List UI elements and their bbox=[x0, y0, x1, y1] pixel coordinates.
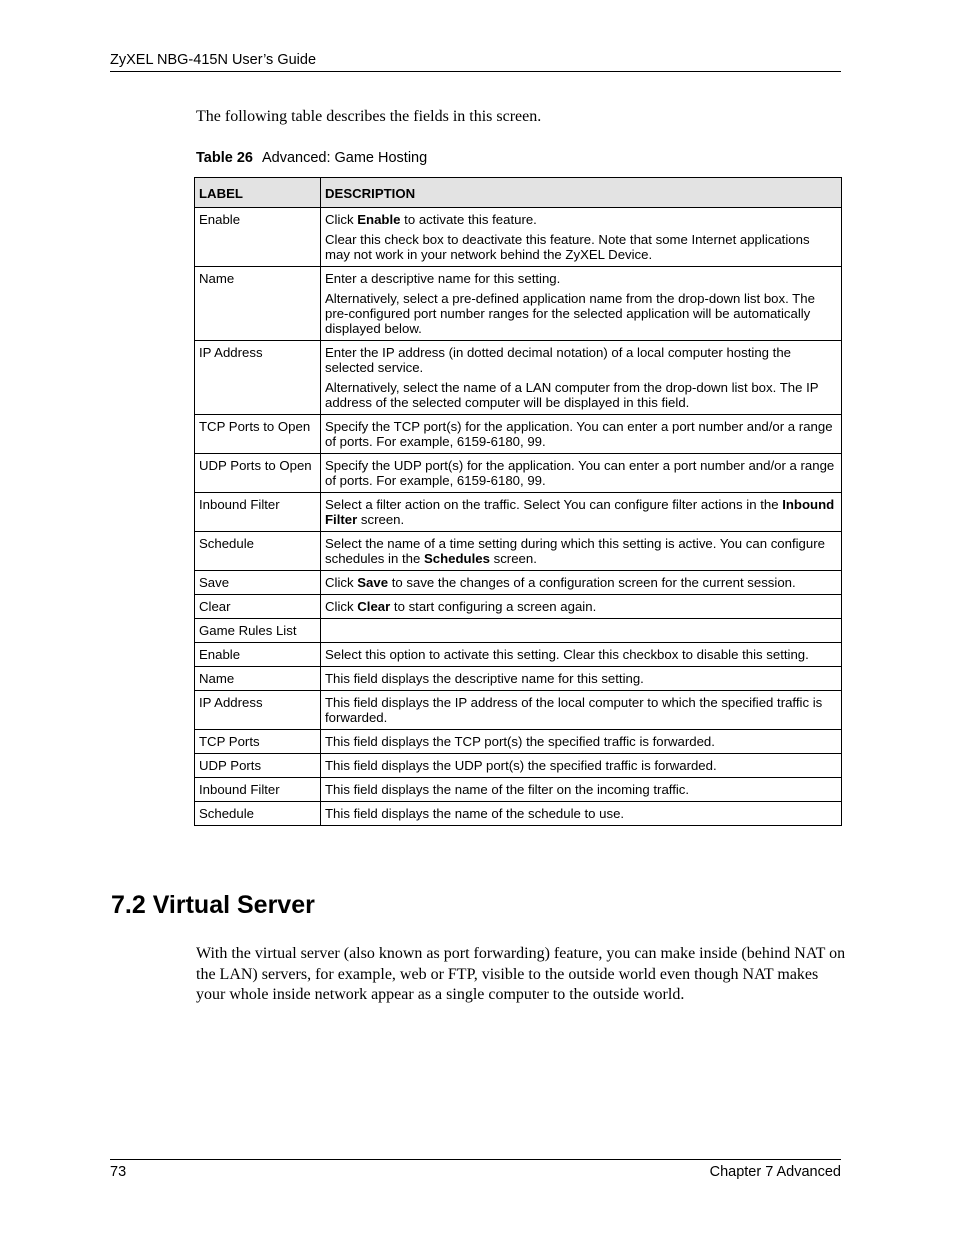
row-label: Schedule bbox=[195, 802, 321, 826]
description-text: Click bbox=[325, 575, 358, 590]
section-heading: 7.2 Virtual Server bbox=[111, 891, 315, 919]
description-paragraph bbox=[325, 671, 837, 686]
description-paragraph bbox=[325, 575, 837, 590]
row-description bbox=[321, 532, 842, 571]
description-text: This field displays the descriptive name for this setting. bbox=[325, 671, 644, 686]
bold-term: Schedules bbox=[423, 551, 490, 566]
bold-term: Save bbox=[357, 575, 389, 590]
row-label: IP Address bbox=[195, 341, 321, 415]
description-text: Specify the UDP port(s) for the application. You can enter a port number and/or a range of ports. For example, 6159-6180, 99. bbox=[325, 458, 835, 488]
intro-text: The following table describes the fields in this screen. bbox=[196, 108, 542, 125]
row-label: Clear bbox=[195, 595, 321, 619]
fields-table bbox=[194, 177, 842, 826]
row-description bbox=[321, 667, 842, 691]
table-row bbox=[195, 595, 842, 619]
description-paragraph bbox=[325, 419, 837, 449]
description-paragraph bbox=[325, 345, 837, 375]
description-text: Specify the TCP port(s) for the application. You can enter a port number and/or a range of ports. For example, 6159-6180, 99. bbox=[325, 419, 833, 449]
description-text: This field displays the TCP port(s) the specified traffic is forwarded. bbox=[325, 734, 715, 749]
description-paragraph bbox=[325, 497, 837, 527]
row-label: Game Rules List bbox=[195, 619, 321, 643]
table-row bbox=[195, 667, 842, 691]
table-row bbox=[195, 691, 842, 730]
row-label: Schedule bbox=[195, 532, 321, 571]
description-text: screen. bbox=[357, 512, 405, 527]
row-description bbox=[321, 595, 842, 619]
table-body bbox=[195, 208, 842, 826]
row-description bbox=[321, 754, 842, 778]
description-text: This field displays the UDP port(s) the specified traffic is forwarded. bbox=[325, 758, 717, 773]
table-row bbox=[195, 454, 842, 493]
description-paragraph bbox=[325, 212, 837, 227]
row-description bbox=[321, 415, 842, 454]
description-paragraph bbox=[325, 458, 837, 488]
row-label: Inbound Filter bbox=[195, 778, 321, 802]
row-label: Enable bbox=[195, 643, 321, 667]
row-description bbox=[321, 454, 842, 493]
table-row bbox=[195, 267, 842, 341]
description-text: This field displays the name of the filter on the incoming traffic. bbox=[325, 782, 690, 797]
description-paragraph bbox=[325, 758, 837, 773]
row-description bbox=[321, 267, 842, 341]
column-header-description: DESCRIPTION bbox=[321, 178, 842, 208]
description-text: screen. bbox=[489, 551, 537, 566]
bold-term: Clear bbox=[357, 599, 391, 614]
description-text: Select the name of a time setting during which this setting is active. You can configure schedules in the bbox=[325, 536, 825, 566]
row-label: Name bbox=[195, 267, 321, 341]
row-description bbox=[321, 643, 842, 667]
table-caption-number: Table 26 bbox=[196, 150, 253, 166]
description-paragraph bbox=[325, 291, 837, 336]
row-description bbox=[321, 619, 842, 643]
table-row bbox=[195, 778, 842, 802]
description-text: This field displays the name of the schedule to use. bbox=[325, 806, 625, 821]
page-header bbox=[110, 51, 841, 72]
table-row bbox=[195, 532, 842, 571]
page-number: 73 bbox=[110, 1164, 127, 1180]
description-paragraph bbox=[325, 271, 837, 286]
row-description bbox=[321, 208, 842, 267]
description-text: to save the changes of a configuration screen for the current session. bbox=[388, 575, 796, 590]
table-row bbox=[195, 643, 842, 667]
table-row bbox=[195, 730, 842, 754]
row-description bbox=[321, 778, 842, 802]
table-row bbox=[195, 619, 842, 643]
table-row bbox=[195, 754, 842, 778]
table-header-row bbox=[195, 178, 842, 208]
description-paragraph bbox=[325, 599, 837, 614]
description-text: Enter a descriptive name for this setting. bbox=[325, 271, 561, 286]
description-paragraph bbox=[325, 232, 837, 262]
description-text: Alternatively, select the name of a LAN computer from the drop-down list box. The IP address of the selected computer will be displayed in this field. bbox=[325, 380, 819, 410]
row-label: UDP Ports bbox=[195, 754, 321, 778]
row-description bbox=[321, 691, 842, 730]
description-text: Select this option to activate this setting. Clear this checkbox to disable this setting. bbox=[325, 647, 809, 662]
row-label: Enable bbox=[195, 208, 321, 267]
description-paragraph bbox=[325, 695, 837, 725]
description-paragraph bbox=[325, 806, 837, 821]
table-row bbox=[195, 208, 842, 267]
row-label: IP Address bbox=[195, 691, 321, 730]
description-paragraph bbox=[325, 782, 837, 797]
description-text: Select a filter action on the traffic. Select You can configure filter actions in the bbox=[325, 497, 783, 512]
header-title: ZyXEL NBG-415N User’s Guide bbox=[110, 52, 317, 68]
column-header-label: LABEL bbox=[195, 178, 321, 208]
description-paragraph bbox=[325, 536, 837, 566]
description-text: This field displays the IP address of the local computer to which the specified traffic is forwarded. bbox=[325, 695, 823, 725]
page-footer bbox=[110, 1159, 841, 1181]
row-description bbox=[321, 802, 842, 826]
row-description bbox=[321, 341, 842, 415]
bold-term: Enable bbox=[357, 212, 401, 227]
description-text: Enter the IP address (in dotted decimal notation) of a local computer hosting the selected service. bbox=[325, 345, 791, 375]
description-text: Clear this check box to deactivate this feature. Note that some Internet applications may not work in your network behind the ZyXEL Device. bbox=[325, 232, 810, 262]
row-description bbox=[321, 730, 842, 754]
table-caption bbox=[196, 149, 427, 167]
row-label: UDP Ports to Open bbox=[195, 454, 321, 493]
row-label: TCP Ports bbox=[195, 730, 321, 754]
row-description bbox=[321, 493, 842, 532]
table-caption-title: Advanced: Game Hosting bbox=[261, 150, 428, 166]
table-row bbox=[195, 415, 842, 454]
description-text: to activate this feature. bbox=[400, 212, 537, 227]
table-row bbox=[195, 493, 842, 532]
description-text: Click bbox=[325, 599, 358, 614]
table-row bbox=[195, 571, 842, 595]
section-paragraph: With the virtual server (also known as port forwarding) feature, you can make inside (behind NAT on the LAN) servers, for example, web or FTP, visible to the outside world even though NAT makes your whole inside network appear as a single computer to the outside world. bbox=[196, 945, 846, 1003]
description-paragraph bbox=[325, 647, 837, 662]
row-label: TCP Ports to Open bbox=[195, 415, 321, 454]
row-label: Name bbox=[195, 667, 321, 691]
chapter-label: Chapter 7 Advanced bbox=[709, 1164, 841, 1180]
description-text: Click bbox=[325, 212, 358, 227]
description-paragraph bbox=[325, 734, 837, 749]
row-label: Save bbox=[195, 571, 321, 595]
description-paragraph bbox=[325, 380, 837, 410]
row-description bbox=[321, 571, 842, 595]
description-text: to start configuring a screen again. bbox=[390, 599, 597, 614]
bold-term: Inbound Filter bbox=[325, 497, 835, 527]
table-row bbox=[195, 802, 842, 826]
description-text: Alternatively, select a pre-defined application name from the drop-down list box. The pre-configured port number ranges for the selected application will be automatically displayed below. bbox=[325, 291, 815, 336]
row-label: Inbound Filter bbox=[195, 493, 321, 532]
table-row bbox=[195, 341, 842, 415]
